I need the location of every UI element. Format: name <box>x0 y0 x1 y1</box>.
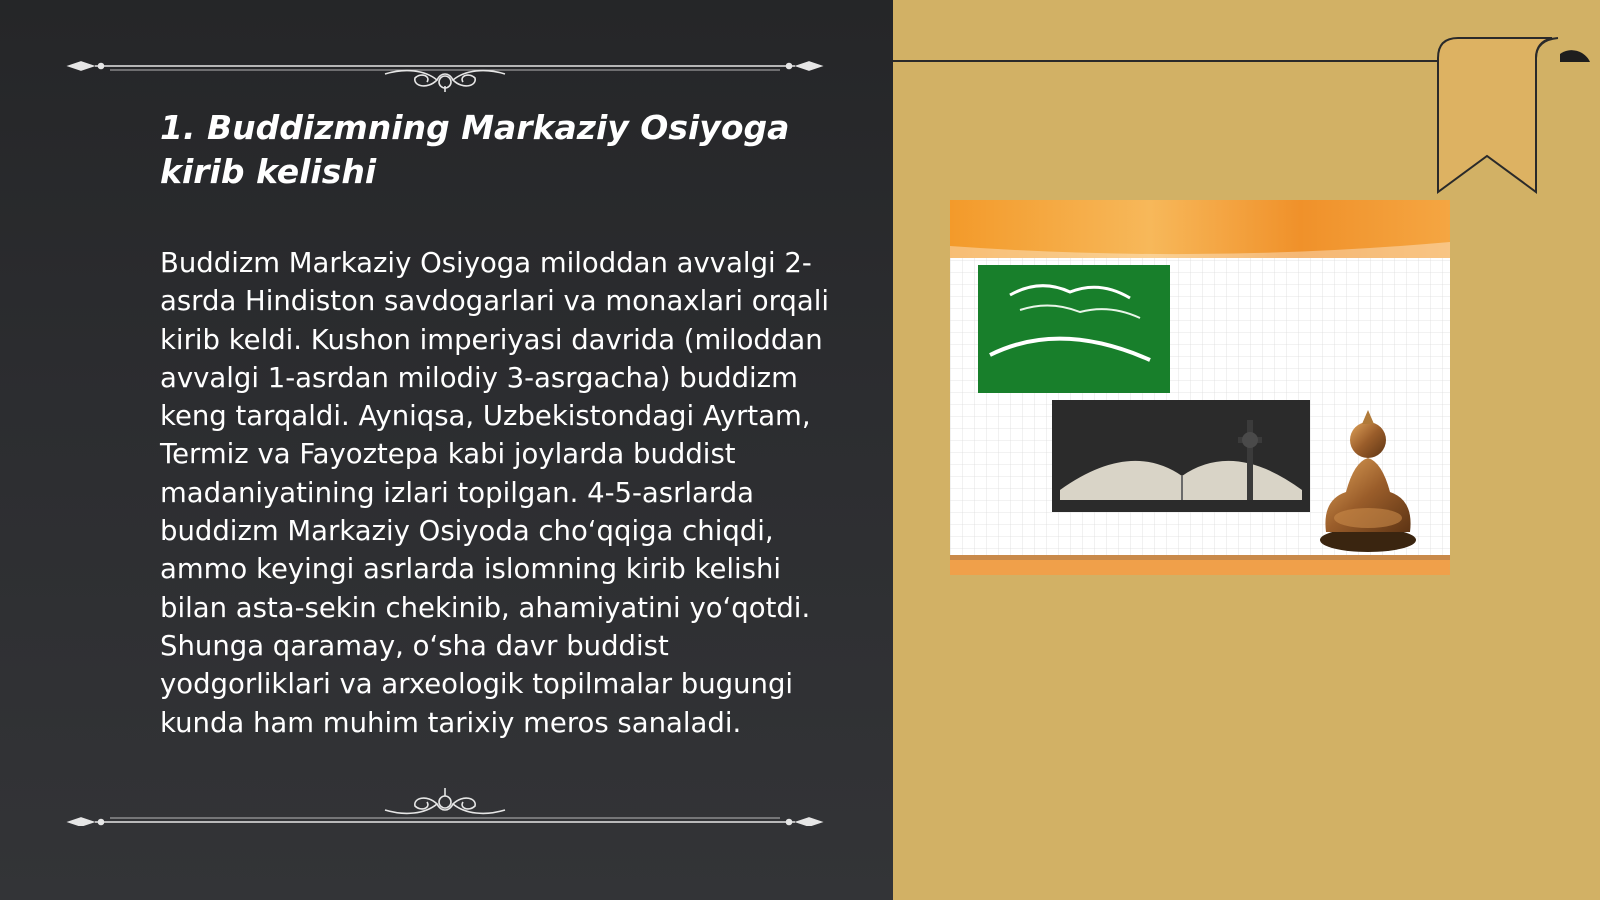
slide-title: 1. Buddizmning Markaziy Osiyoga kirib kelishi <box>160 108 790 191</box>
top-divider-line <box>893 60 1440 62</box>
top-ornament-divider <box>65 46 825 92</box>
religion-collage-image <box>950 200 1450 575</box>
slide-body-text: Buddizm Markaziy Osiyoga miloddan avvalgi 2-asrda Hindiston savdogarlari va monaxlari orqali kirib keldi. Kushon imperiyasi davrida (miloddan avvalgi 1-asrdan milodiy 3-asrgacha) buddizm keng tarqaldi. Ayniqsa, Uzbekistondagi Ayrtam, Termiz va Fayoztepa kabi joylarda buddist madaniyatining izlari topilgan. 4-5-asrlarda buddizm Markaziy Osiyoda cho‘qqiga chiqdi, ammo keyingi asrlarda islomning kirib kelishi bilan asta-sekin chekinib, ahamiyatini yo‘qotdi. Shunga qaramay, o‘sha davr buddist yodgorliklari va arxeologik topilmalar bugungi kunda ham muhim tarixiy meros sanaladi. <box>160 247 829 739</box>
bottom-ornament-divider <box>65 780 825 826</box>
bookmark-ribbon-icon <box>1432 36 1592 196</box>
